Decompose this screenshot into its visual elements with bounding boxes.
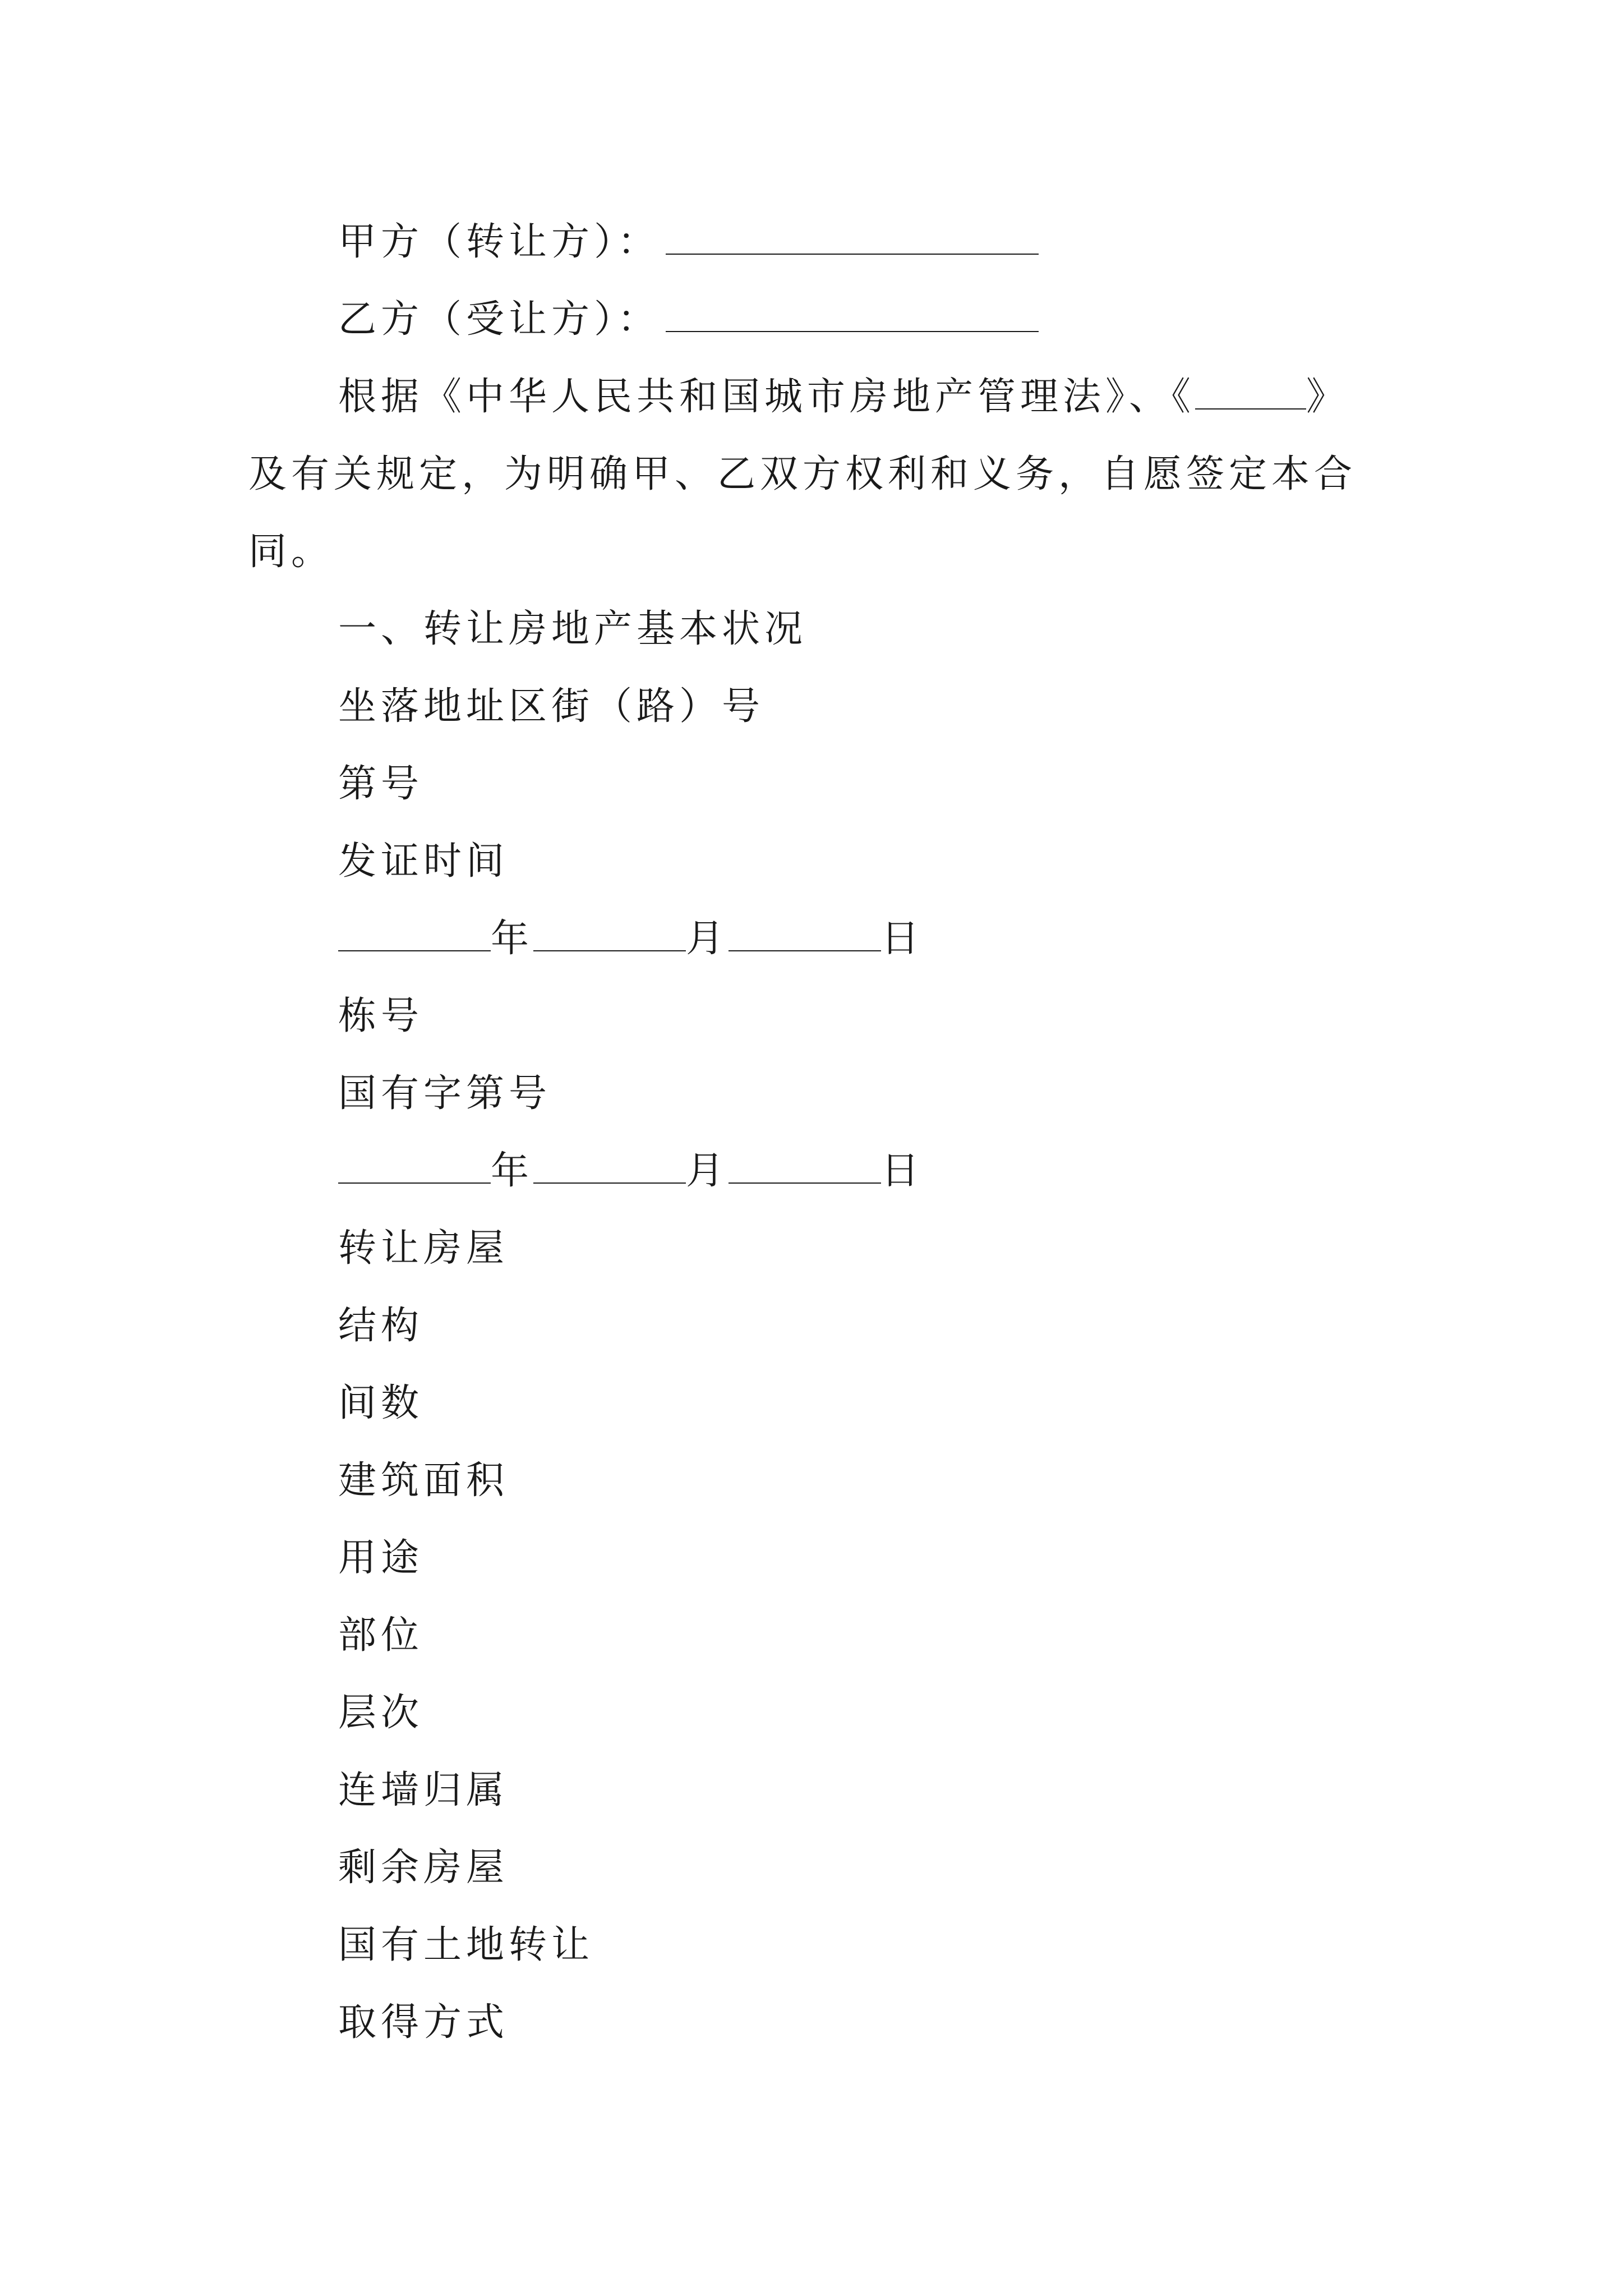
field-transfer-house: 转让房屋 — [338, 1226, 509, 1271]
date-line-1 — [338, 917, 924, 961]
party-b-label: 乙方（受让方）： — [338, 297, 661, 342]
intro-line-2: 及有关规定，为明确甲、乙双方权利和义务，自愿签定本合 — [248, 452, 1357, 496]
intro-text-1a: 根据《中华人民共和国城市房地产管理法》、《 — [338, 375, 1196, 419]
day-label-2: 日 — [881, 1149, 924, 1193]
field-floor-area: 建筑面积 — [338, 1458, 509, 1503]
party-b-line — [338, 297, 1039, 342]
intro-line-1 — [338, 375, 1349, 420]
day-label-1: 日 — [881, 917, 924, 961]
section-1-title: 一、转让房地产基本状况 — [338, 607, 808, 651]
month-label-2: 月 — [686, 1149, 729, 1193]
party-a-label: 甲方（转让方）： — [338, 220, 661, 264]
field-address: 坐落地址区街（路）号 — [338, 684, 765, 729]
date-line-2 — [338, 1149, 924, 1194]
party-a-line — [338, 220, 1039, 265]
field-remaining-house: 剩余房屋 — [338, 1846, 509, 1890]
intro-text-1b: 》 — [1306, 375, 1349, 419]
year-label-2: 年 — [491, 1149, 534, 1193]
year-label-1: 年 — [491, 917, 534, 961]
field-land-transfer: 国有土地转让 — [338, 1923, 594, 1967]
year-blank-2 — [338, 1150, 491, 1184]
field-structure: 结构 — [338, 1304, 424, 1348]
field-cert-no: 第号 — [338, 762, 424, 806]
month-blank-2 — [533, 1150, 686, 1184]
year-blank-1 — [338, 918, 491, 951]
field-acquisition-method: 取得方式 — [338, 2000, 509, 2045]
month-label-1: 月 — [686, 917, 729, 961]
party-b-blank — [666, 298, 1039, 332]
field-usage: 用途 — [338, 1536, 424, 1580]
day-blank-2 — [728, 1150, 881, 1184]
field-wall-ownership: 连墙归属 — [338, 1768, 509, 1812]
field-state-owned-no: 国有字第号 — [338, 1071, 552, 1116]
party-a-blank — [666, 221, 1039, 255]
field-position: 部位 — [338, 1613, 424, 1658]
month-blank-1 — [533, 918, 686, 951]
intro-line-3: 同。 — [248, 530, 334, 574]
law-name-blank — [1195, 376, 1306, 409]
field-level: 层次 — [338, 1691, 424, 1735]
field-building-no: 栋号 — [338, 994, 424, 1038]
field-room-count: 间数 — [338, 1381, 424, 1425]
field-issue-date-label: 发证时间 — [338, 839, 509, 884]
day-blank-1 — [728, 918, 881, 951]
